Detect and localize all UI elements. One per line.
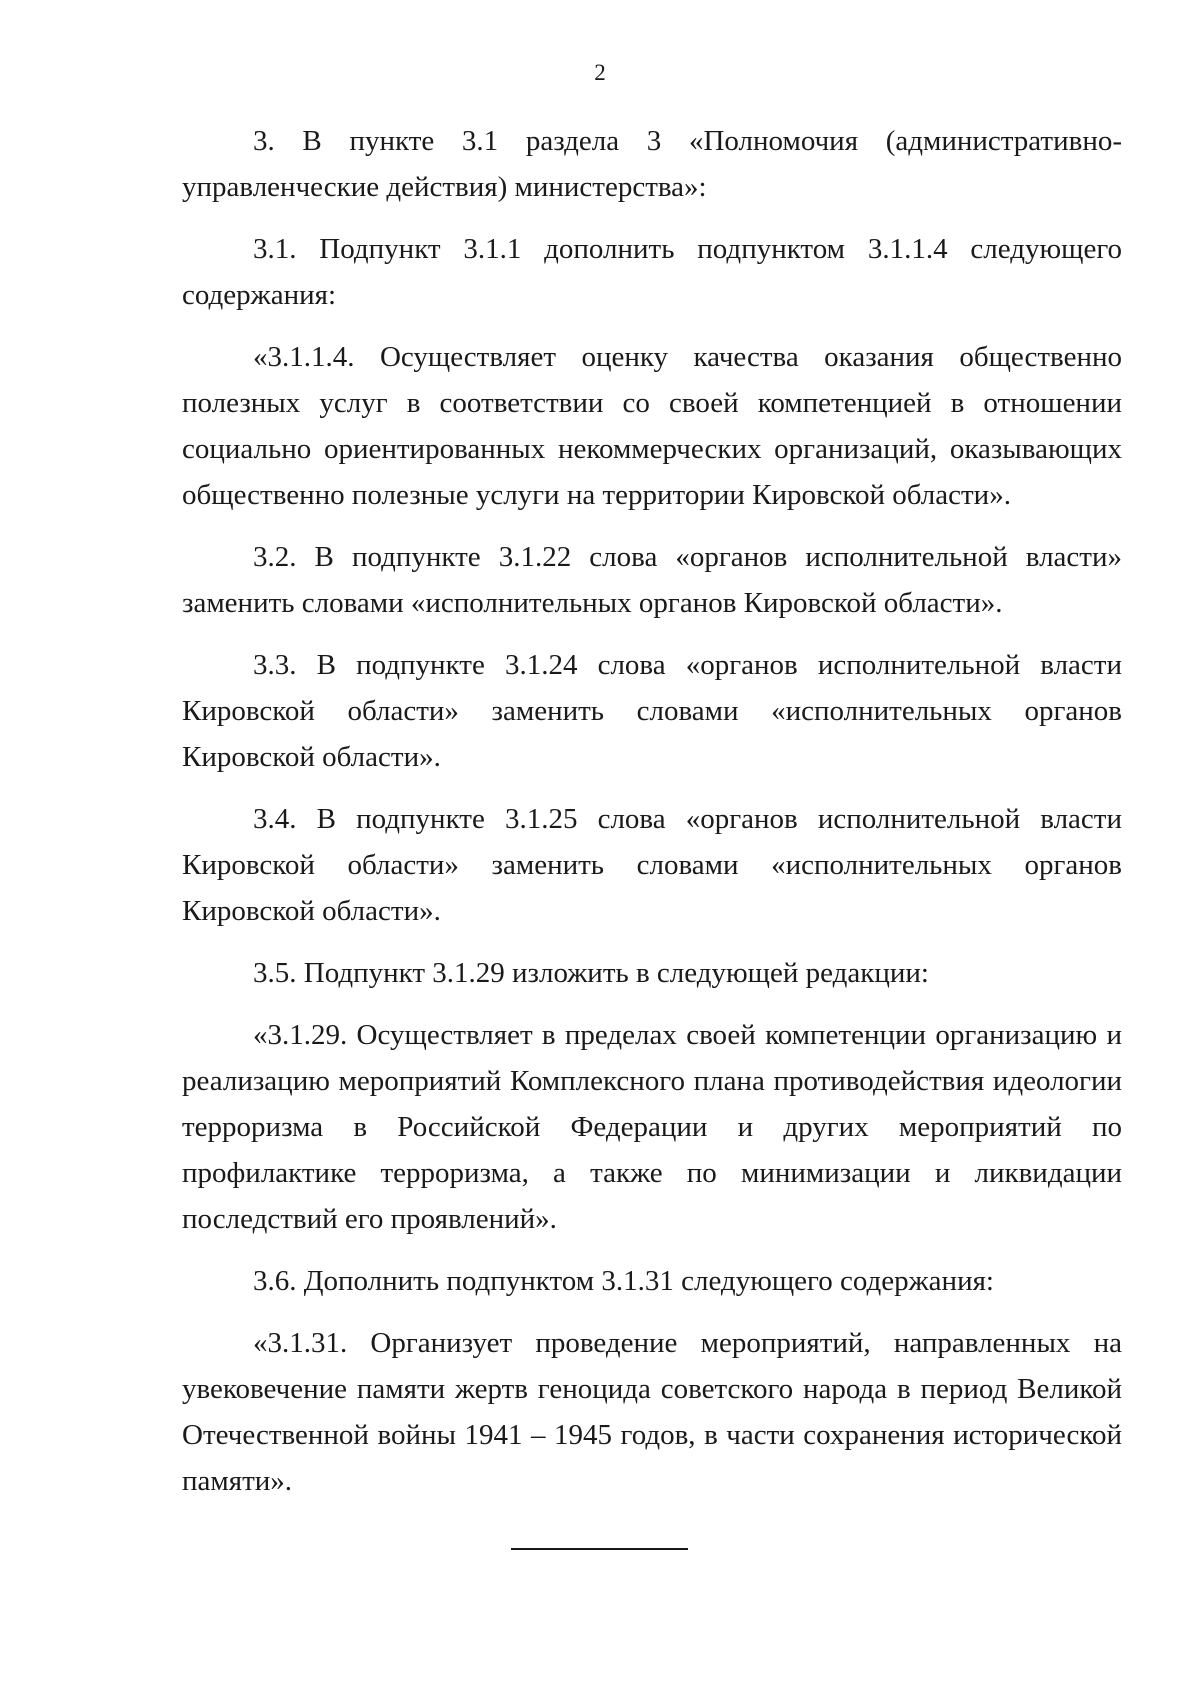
page-number: 2 xyxy=(594,60,606,85)
paragraph-item-3-5: 3.5. Подпункт 3.1.29 изложить в следующей редакции: xyxy=(253,957,929,989)
closing-divider xyxy=(511,1548,688,1550)
paragraph-item-3-4: 3.4. В подпункте 3.1.25 слова «органов исполнительной власти Кировской области» заменить словами «исполнительных органов Кировской области». xyxy=(182,803,1122,927)
paragraph-quote-3-1-31: «3.1.31. Организует проведение мероприятий, направленных на увековечение памяти жертв геноцида советского народа в период Великой Отечественной войны 1941 – 1945 годов, в части сохранения исторической памяти». xyxy=(182,1327,1122,1497)
document-body xyxy=(182,118,1122,1520)
paragraph-item-3-3: 3.3. В подпункте 3.1.24 слова «органов исполнительной власти Кировской области» заменить словами «исполнительных органов Кировской области». xyxy=(182,649,1122,773)
paragraph-section-3-intro: 3. В пункте 3.1 раздела 3 «Полномочия (административно-управленческие действия) министерства»: xyxy=(182,125,1122,203)
paragraph-quote-3-1-1-4: «3.1.1.4. Осуществляет оценку качества оказания общественно полезных услуг в соответствии со своей компетенцией в отношении социально ориентированных некоммерческих организаций, оказывающих общественно полезные услуги на территории Кировской области». xyxy=(182,341,1122,511)
paragraph-quote-3-1-29: «3.1.29. Осуществляет в пределах своей компетенции организацию и реализацию мероприятий Комплексного плана противодействия идеологии терроризма в Российской Федерации и других мероприятий по профилактике терроризма, а также по минимизации и ликвидации последствий его проявлений». xyxy=(182,1019,1122,1235)
paragraph-item-3-1: 3.1. Подпункт 3.1.1 дополнить подпунктом 3.1.1.4 следующего содержания: xyxy=(182,233,1122,311)
paragraph-item-3-2: 3.2. В подпункте 3.1.22 слова «органов исполнительной власти» заменить словами «исполнительных органов Кировской области». xyxy=(182,541,1122,619)
paragraph-item-3-6: 3.6. Дополнить подпунктом 3.1.31 следующего содержания: xyxy=(253,1265,994,1297)
